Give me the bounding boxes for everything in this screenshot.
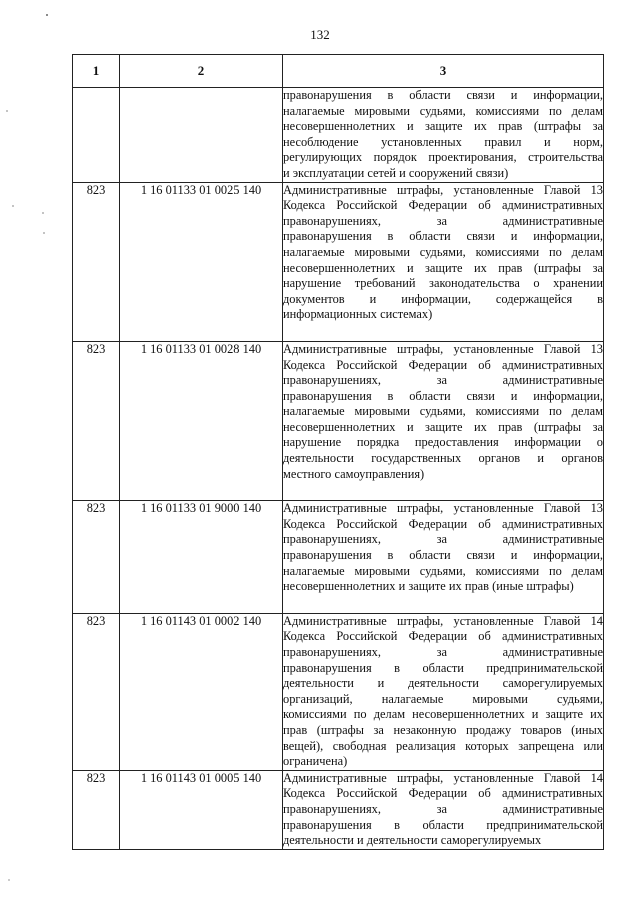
description-line: налагаемые мировыми судьями, комиссиями по делам — [283, 563, 603, 578]
description-line: деятельности и деятельности саморегулируемых — [283, 833, 542, 848]
description-line: вещей), свободная реализация которых запрещена или — [283, 738, 603, 753]
description-line: и эксплуатации сетей и сооружений связи) — [283, 165, 509, 180]
description-line: Кодекса Российской Федерации об административных — [283, 516, 603, 531]
table-row — [73, 182, 604, 341]
description-line: деятельности и деятельности саморегулируемых — [283, 676, 603, 691]
description-line: нарушение требований законодательства о хранении — [283, 276, 603, 291]
description-line: несовершеннолетних и защите их прав (штрафы за — [283, 260, 603, 275]
table-row — [73, 613, 604, 770]
table-row — [73, 770, 604, 849]
description-line: правонарушениях, за административные — [283, 373, 603, 388]
description-line: правонарушения в области связи и информации, — [283, 229, 603, 244]
table-row — [73, 341, 604, 500]
description-line: правонарушениях, за административные — [283, 801, 603, 816]
row-admin-code — [73, 88, 120, 183]
description-line: правонарушения в области связи и информации, — [283, 548, 603, 563]
row-description — [283, 501, 604, 614]
description-line: Административные штрафы, установленные Главой 14 — [283, 613, 603, 628]
description-line: правонарушениях, за административные — [283, 645, 603, 659]
description-line: Кодекса Российской Федерации об административных — [283, 357, 603, 372]
row-description — [283, 341, 604, 500]
description-line: Кодекса Российской Федерации об административных — [283, 198, 603, 213]
description-line: налагаемые мировыми судьями, комиссиями по делам — [283, 103, 603, 118]
row-description — [283, 770, 604, 849]
row-budget-classification-code: 1 16 01133 01 9000 140 — [120, 501, 283, 614]
row-budget-classification-code — [120, 88, 283, 183]
description-line: комиссиями по делам несовершеннолетних и защите их — [283, 707, 603, 722]
description-line: Кодекса Российской Федерации об административных — [283, 786, 603, 801]
row-description — [283, 613, 604, 770]
description-line: правонарушения в области предпринимательской — [283, 817, 603, 832]
description-line: правонарушения в области связи и информации, — [283, 88, 603, 102]
description-line: правонарушениях, за административные — [283, 532, 603, 547]
table-row — [73, 501, 604, 614]
description-line: налагаемые мировыми судьями, комиссиями по делам — [283, 404, 603, 419]
description-line: прав (штрафы за незаконную продажу товаров (иных — [283, 722, 603, 737]
description-line: деятельности государственных органов и органов — [283, 451, 603, 466]
description-line: Кодекса Российской Федерации об административных — [283, 629, 603, 644]
row-admin-code: 823 — [73, 501, 120, 614]
row-budget-classification-code: 1 16 01133 01 0025 140 — [120, 182, 283, 341]
description-line: правонарушения в области предпринимательской — [283, 660, 603, 675]
description-line: Административные штрафы, установленные Главой 14 — [283, 770, 603, 785]
description-line: организаций, налагаемые мировыми судьями, — [283, 691, 603, 706]
row-admin-code: 823 — [73, 182, 120, 341]
description-line: информационных системах) — [283, 307, 433, 322]
budget-codes-table — [72, 54, 604, 850]
row-admin-code: 823 — [73, 341, 120, 500]
description-line: несовершеннолетних и защите их прав (штрафы за — [283, 119, 603, 134]
table-row — [73, 88, 604, 183]
description-line: Административные штрафы, установленные Главой 13 — [283, 501, 603, 516]
row-budget-classification-code: 1 16 01143 01 0005 140 — [120, 770, 283, 849]
description-line: несовершеннолетних и защите их прав (штрафы за — [283, 419, 603, 434]
description-line: местного самоуправления) — [283, 466, 425, 481]
description-line: налагаемые мировыми судьями, комиссиями по делам — [283, 244, 603, 259]
description-line: несоблюдение установленных правил и норм, — [283, 134, 603, 149]
description-line: ограничена) — [283, 754, 348, 769]
column-header-3: 3 — [283, 55, 604, 88]
description-line: регулирующих порядок проектирования, строительства — [283, 150, 603, 165]
description-line: Административные штрафы, установленные Главой 13 — [283, 182, 603, 197]
table-header-row — [73, 55, 604, 88]
description-line: правонарушениях, за административные — [283, 213, 603, 228]
row-budget-classification-code: 1 16 01143 01 0002 140 — [120, 613, 283, 770]
description-line: Административные штрафы, установленные Главой 13 — [283, 341, 603, 356]
description-line: документов и информации, содержащейся в — [283, 291, 603, 306]
row-description — [283, 88, 604, 183]
description-line: несовершеннолетних и защите их прав (иные штрафы) — [283, 579, 574, 594]
description-line: правонарушения в области связи и информации, — [283, 388, 603, 403]
column-header-1: 1 — [73, 55, 120, 88]
row-description — [283, 182, 604, 341]
row-admin-code: 823 — [73, 613, 120, 770]
row-admin-code: 823 — [73, 770, 120, 849]
page-number: 132 — [310, 27, 330, 42]
row-budget-classification-code: 1 16 01133 01 0028 140 — [120, 341, 283, 500]
description-line: нарушение порядка предоставления информации о — [283, 435, 603, 450]
column-header-2: 2 — [120, 55, 283, 88]
